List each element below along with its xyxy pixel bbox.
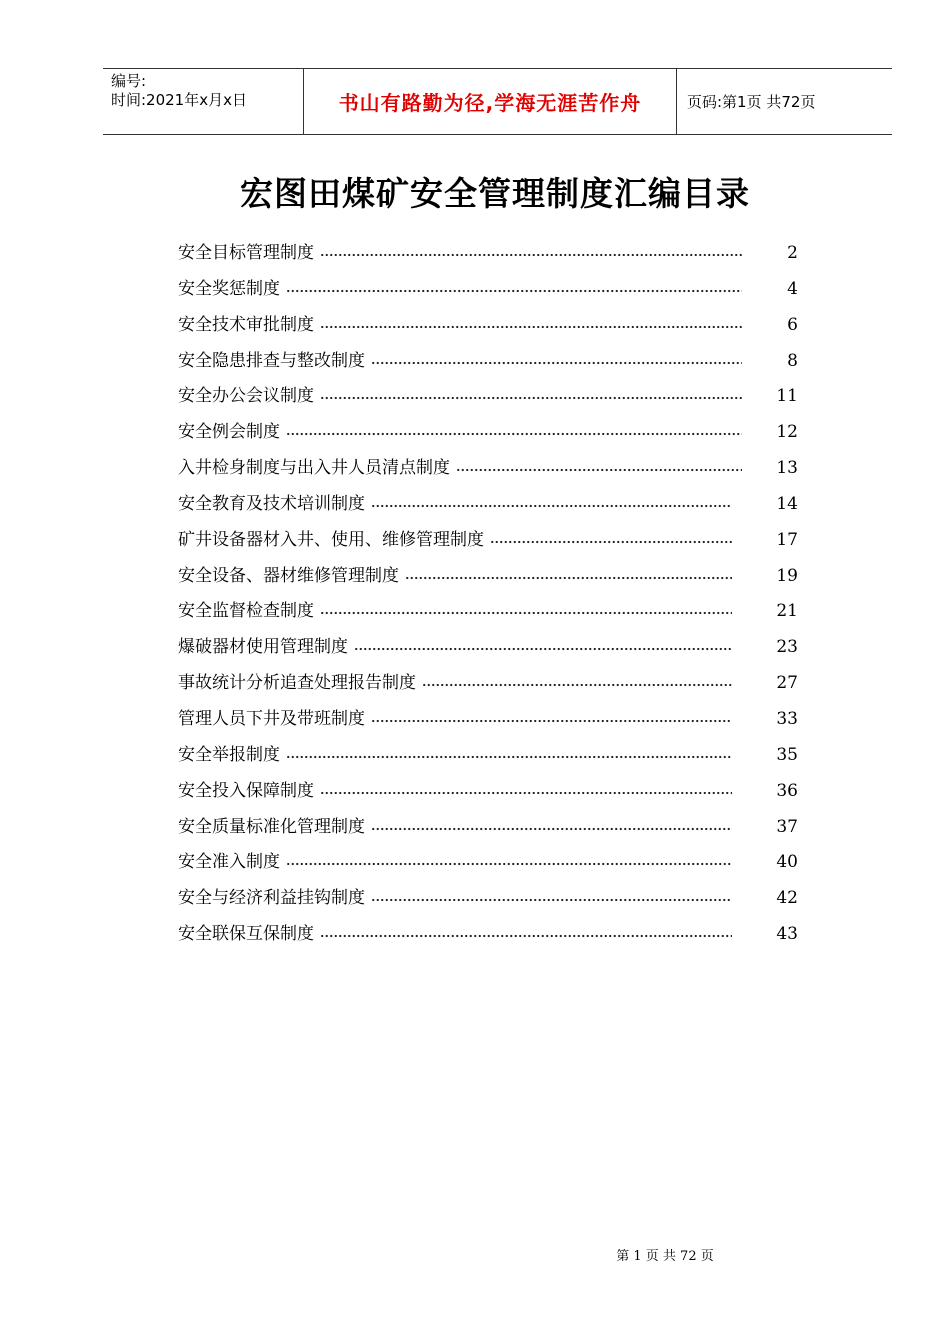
header-motto-cell: [303, 69, 677, 134]
toc-dot-leader: [354, 645, 732, 653]
toc-dot-leader: [371, 359, 742, 367]
page-footer: 第 1 页 共 72 页: [616, 1249, 714, 1264]
toc-entry-page-number: 11: [776, 386, 798, 407]
toc-entry: [178, 774, 808, 810]
toc-entry-title: 安全投入保障制度: [178, 780, 314, 801]
toc-entry-page-number: 37: [776, 816, 798, 837]
toc-dot-leader: [456, 466, 742, 474]
toc-entry: [178, 379, 808, 415]
toc-entry-page-number: 6: [787, 314, 798, 335]
toc-dot-leader: [286, 753, 732, 761]
toc-entry-title: 入井检身制度与出入井人员清点制度: [178, 458, 450, 479]
toc-entry: [178, 344, 808, 380]
toc-entry: [178, 810, 808, 846]
toc-entry-page-number: 2: [787, 243, 798, 263]
toc-dot-leader: [371, 896, 732, 904]
toc-entry-page-number: 13: [776, 458, 798, 479]
toc-entry-title: 安全联保互保制度: [178, 924, 314, 945]
toc-dot-leader: [371, 717, 732, 725]
document-number-label: 编号:: [111, 72, 147, 90]
toc-entry-title: 安全设备、器材维修管理制度: [178, 565, 399, 586]
toc-dot-leader: [286, 287, 742, 295]
toc-entry: [178, 272, 808, 308]
toc-entry-page-number: 27: [776, 673, 798, 694]
toc-dot-leader: [371, 825, 732, 833]
toc-entry-title: 安全监督检查制度: [178, 601, 314, 622]
toc-entry: [178, 594, 808, 630]
toc-dot-leader: [320, 394, 742, 402]
toc-entry-title: 事故统计分析追查处理报告制度: [178, 673, 416, 694]
toc-dot-leader: [405, 574, 732, 582]
toc-entry: [178, 666, 808, 702]
toc-entry: [178, 881, 808, 917]
toc-entry-title: 安全举报制度: [178, 744, 280, 765]
toc-entry-title: 安全奖惩制度: [178, 278, 280, 299]
toc-entry-page-number: 43: [776, 924, 798, 945]
document-title: 宏图田煤矿安全管理制度汇编目录: [240, 174, 750, 213]
toc-entry: [178, 630, 808, 666]
header-motto: 书山有路勤为径,学海无涯苦作舟: [338, 91, 642, 115]
toc-entry-page-number: 36: [776, 780, 798, 801]
toc-entry-title: 安全目标管理制度: [178, 243, 314, 263]
toc-entry-title: 安全隐患排查与整改制度: [178, 350, 365, 371]
toc-entry: [178, 451, 808, 487]
toc-entry-title: 安全准入制度: [178, 852, 280, 873]
toc-entry: [178, 415, 808, 451]
toc-entry-title: 安全办公会议制度: [178, 386, 314, 407]
table-of-contents: [178, 236, 808, 953]
toc-entry-title: 管理人员下井及带班制度: [178, 708, 365, 729]
toc-entry-page-number: 21: [776, 601, 798, 622]
toc-entry-page-number: 12: [776, 422, 798, 443]
header-page-cell: [677, 69, 892, 134]
toc-dot-leader: [422, 681, 732, 689]
toc-dot-leader: [371, 502, 732, 510]
toc-entry: [178, 487, 808, 523]
toc-entry-title: 矿井设备器材入井、使用、维修管理制度: [178, 529, 484, 550]
toc-entry: [178, 738, 808, 774]
toc-entry-title: 安全与经济利益挂钩制度: [178, 888, 365, 909]
toc-dot-leader: [320, 789, 732, 797]
toc-entry-page-number: 19: [776, 565, 798, 586]
toc-entry-page-number: 42: [776, 888, 798, 909]
header-page-info: 页码:第1页 共72页: [687, 93, 816, 111]
toc-entry-title: 安全技术审批制度: [178, 314, 314, 335]
toc-entry-page-number: 23: [776, 637, 798, 658]
toc-entry: [178, 702, 808, 738]
toc-dot-leader: [320, 251, 742, 259]
document-date: 时间:2021年x月x日: [111, 91, 247, 109]
toc-entry-page-number: 35: [776, 744, 798, 765]
toc-entry-title: 安全例会制度: [178, 422, 280, 443]
header-meta: [103, 69, 303, 134]
toc-entry-title: 安全质量标准化管理制度: [178, 816, 365, 837]
toc-dot-leader: [286, 430, 742, 438]
toc-entry: [178, 845, 808, 881]
toc-entry-page-number: 14: [776, 493, 798, 514]
toc-dot-leader: [320, 323, 742, 331]
toc-entry: [178, 308, 808, 344]
toc-entry-page-number: 4: [787, 278, 798, 299]
toc-dot-leader: [320, 932, 732, 940]
toc-entry: [178, 917, 808, 953]
toc-entry: [178, 236, 808, 272]
toc-dot-leader: [286, 860, 732, 868]
toc-entry: [178, 559, 808, 595]
toc-dot-leader: [490, 538, 732, 546]
toc-entry-page-number: 40: [776, 852, 798, 873]
toc-entry-title: 爆破器材使用管理制度: [178, 637, 348, 658]
toc-entry: [178, 523, 808, 559]
toc-dot-leader: [320, 609, 732, 617]
page-header: [103, 68, 892, 135]
toc-entry-page-number: 8: [787, 350, 798, 371]
toc-entry-title: 安全教育及技术培训制度: [178, 493, 365, 514]
toc-entry-page-number: 33: [776, 708, 798, 729]
toc-entry-page-number: 17: [776, 529, 798, 550]
